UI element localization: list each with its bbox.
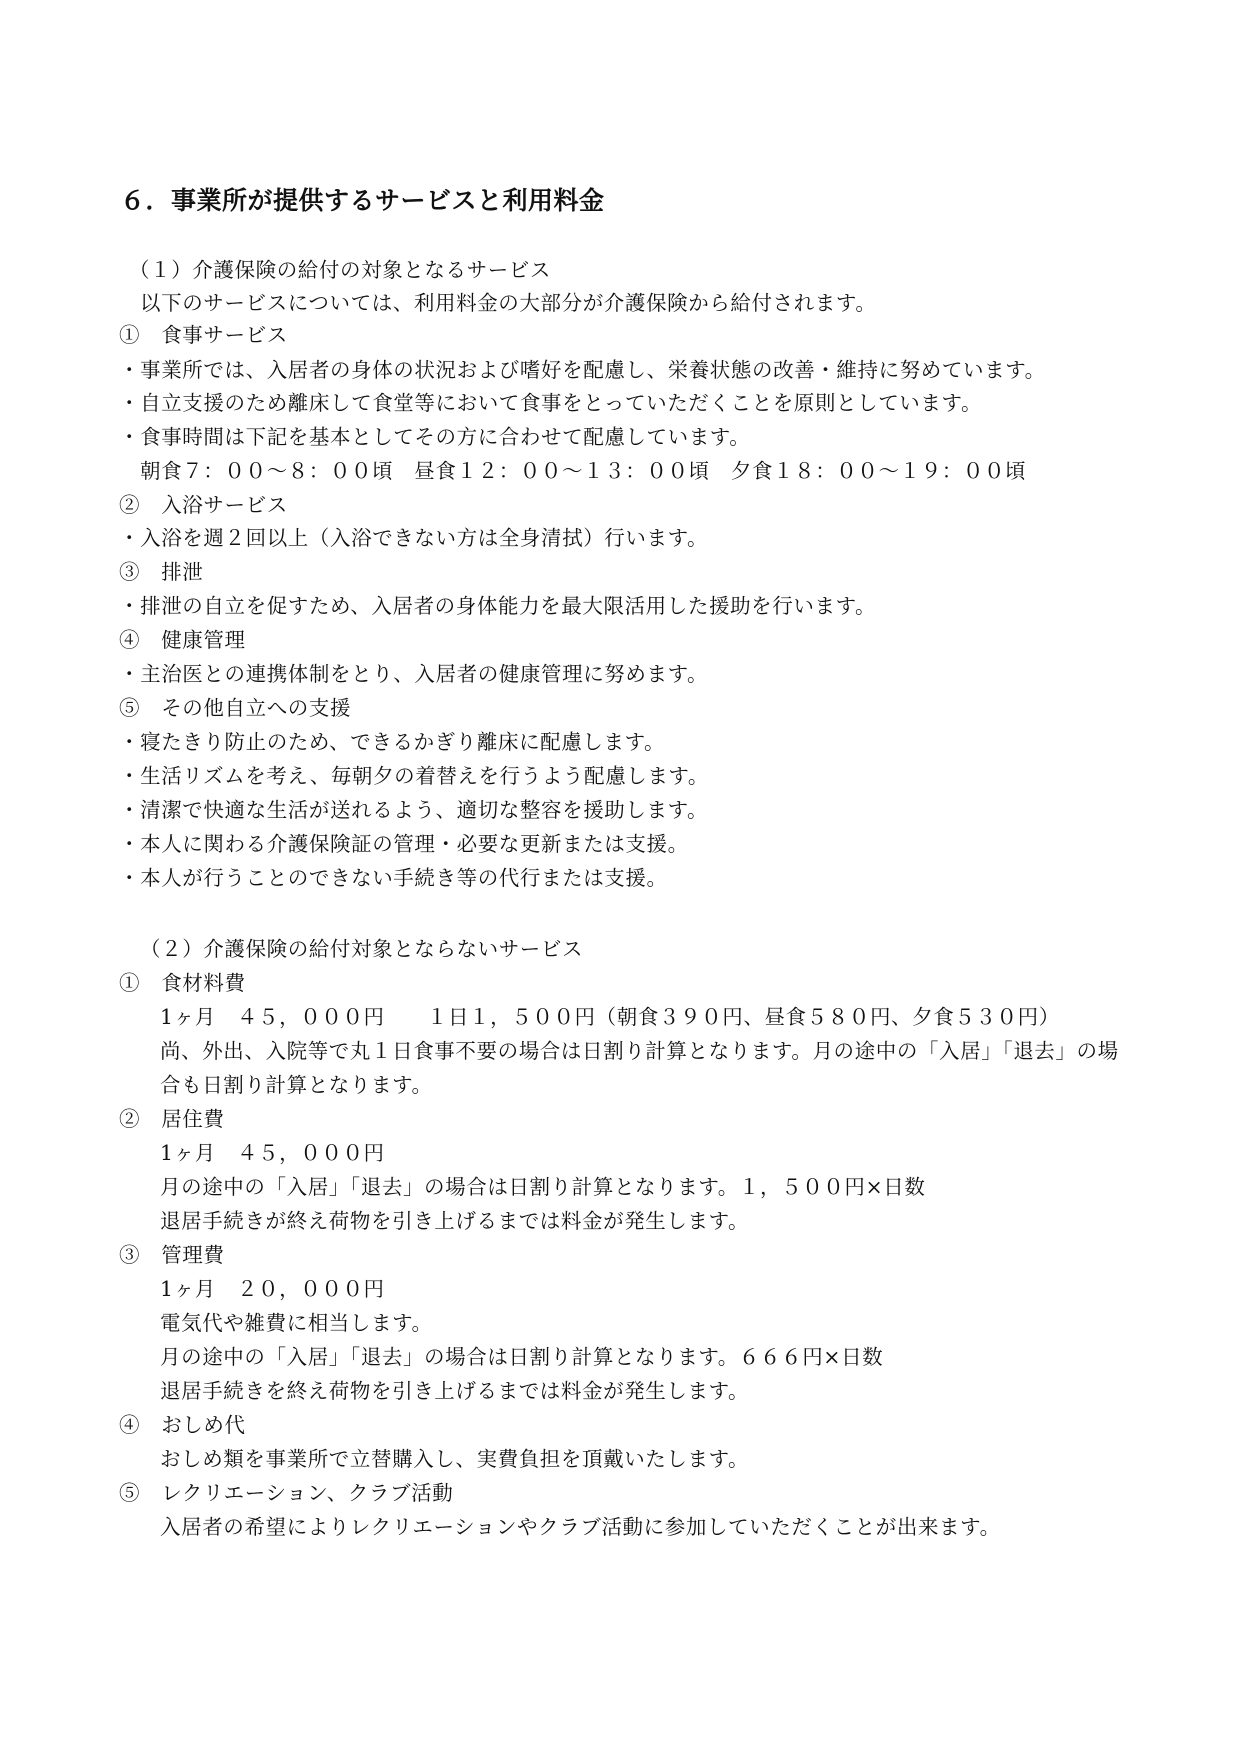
residence-text: 月の途中の「入居」「退去」の場合は日割り計算となります。１，５００円×日数 [160, 1175, 926, 1199]
management-text: 1ヶ月 ２０，０００円 [160, 1277, 385, 1301]
item-heading-residence: ② 居住費 [119, 1107, 225, 1131]
diapers-text: おしめ類を事業所で立替購入し、実費負担を頂戴いたします。 [160, 1447, 750, 1471]
subsection-heading: （２）介護保険の給付対象とならないサービス [140, 937, 584, 961]
food-text: 1ヶ月 ４５，０００円 １日１，５００円（朝食３９０円、昼食５８０円、夕食５３０円） [160, 1005, 1060, 1029]
item-heading-bath: ② 入浴サービス [119, 493, 288, 517]
other-text: ・生活リズムを考え、毎朝夕の着替えを行うよう配慮します。 [119, 764, 709, 788]
residence-text: 退居手続きが終え荷物を引き上げるまでは料金が発生します。 [160, 1209, 750, 1233]
meal-times: 朝食７：００～８：００頃 昼食１２：００～１３：００頃 夕食１８：００～１９：００頃 [140, 459, 1027, 483]
other-text: ・本人に関わる介護保険証の管理・必要な更新または支援。 [119, 832, 689, 856]
management-text: 退居手続きを終え荷物を引き上げるまでは料金が発生します。 [160, 1379, 750, 1403]
item-heading-food: ① 食材料費 [119, 971, 246, 995]
meal-text: ・自立支援のため離床して食堂等において食事をとっていただくことを原則としています。 [119, 391, 983, 415]
other-text: ・清潔で快適な生活が送れるよう、適切な整容を援助します。 [119, 798, 709, 822]
item-heading-management: ③ 管理費 [119, 1243, 225, 1267]
section-title: ６．事業所が提供するサービスと利用料金 [120, 186, 605, 215]
subsection-heading: （１）介護保険の給付の対象となるサービス [129, 258, 551, 282]
recreation-text: 入居者の希望によりレクリエーションやクラブ活動に参加していただくことが出来ます。 [160, 1515, 1001, 1539]
health-text: ・主治医との連携体制をとり、入居者の健康管理に努めます。 [119, 662, 709, 686]
bath-text: ・入浴を週２回以上（入浴できない方は全身清拭）行います。 [119, 526, 709, 550]
food-text: 合も日割り計算となります。 [160, 1073, 433, 1097]
item-heading-excretion: ③ 排泄 [119, 560, 204, 584]
item-heading-recreation: ⑤ レクリエーション、クラブ活動 [119, 1481, 454, 1505]
meal-text: ・食事時間は下記を基本としてその方に合わせて配慮しています。 [119, 425, 751, 449]
meal-text: ・事業所では、入居者の身体の状況および嗜好を配慮し、栄養状態の改善・維持に努めています。 [119, 358, 1046, 382]
food-text: 尚、外出、入院等で丸１日食事不要の場合は日割り計算となります。月の途中の「入居」「退去」の場 [160, 1039, 1119, 1063]
excretion-text: ・排泄の自立を促すため、入居者の身体能力を最大限活用した援助を行います。 [119, 594, 877, 618]
residence-text: 1ヶ月 ４５，０００円 [160, 1141, 385, 1165]
management-text: 月の途中の「入居」「退去」の場合は日割り計算となります。６６６円×日数 [160, 1345, 884, 1369]
management-text: 電気代や雑費に相当します。 [160, 1311, 433, 1335]
intro-text: 以下のサービスについては、利用料金の大部分が介護保険から給付されます。 [140, 291, 877, 315]
item-heading-other: ⑤ その他自立への支援 [119, 696, 352, 720]
item-heading-meal: ① 食事サービス [119, 323, 288, 347]
other-text: ・寝たきり防止のため、できるかぎり離床に配慮します。 [119, 730, 666, 754]
item-heading-diapers: ④ おしめ代 [119, 1413, 246, 1437]
other-text: ・本人が行うことのできない手続き等の代行または支援。 [119, 866, 668, 890]
item-heading-health: ④ 健康管理 [119, 628, 246, 652]
